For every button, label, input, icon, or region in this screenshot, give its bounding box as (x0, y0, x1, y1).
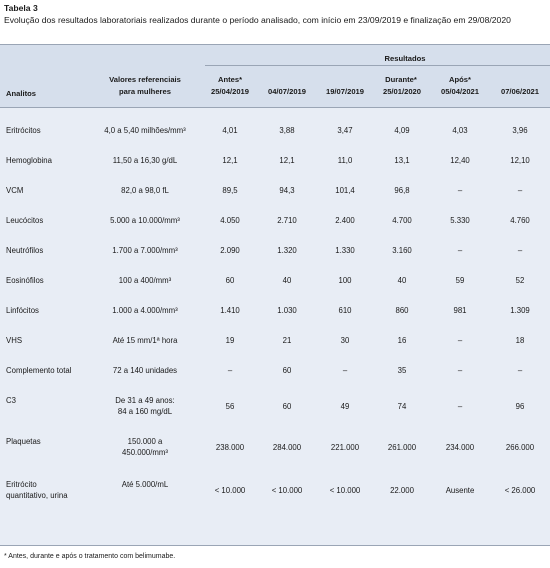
analyte-name: Linfócitos (6, 306, 39, 315)
result-cell: 49 (340, 401, 350, 411)
reference-value: 11,50 a 16,30 g/dL (112, 156, 178, 165)
result-cell: 4,03 (452, 126, 468, 135)
analyte-name: Eosinófilos (6, 276, 44, 285)
reference-value: 84 a 160 mg/dL (117, 407, 173, 416)
result-cell: 12,40 (450, 156, 470, 165)
result-cell: – (517, 246, 523, 255)
result-cell: 100 (338, 276, 352, 285)
table-footnote: * Antes, durante e após o tratamento com belimumabe. (4, 553, 176, 560)
result-cell: 1.030 (277, 306, 297, 315)
reference-value: 450.000/mm³ (122, 448, 168, 457)
analyte-name: Eritrócitos (6, 126, 41, 135)
result-cell: 3,47 (337, 126, 353, 135)
caption-text: Evolução dos resultados laboratoriais realizados durante o período analisado, com início em 23/09/2019 e finalização em 29/08/2020 (4, 14, 511, 25)
result-cell: 3,88 (279, 126, 295, 135)
header-group-antes: Antes* (217, 75, 243, 84)
result-cell: 96,8 (394, 186, 410, 195)
result-cell: 30 (340, 336, 350, 345)
header-date: 04/07/2019 (267, 87, 306, 96)
analyte-name: Eritrócito (6, 480, 37, 489)
table-bottom-rule (0, 545, 550, 546)
reference-value: 1.000 a 4.000/mm³ (112, 306, 178, 315)
result-cell: 4.760 (510, 216, 530, 225)
result-cell: 610 (338, 306, 352, 315)
result-cell: 12,10 (510, 156, 530, 165)
analyte-name: Neutrófilos (6, 246, 44, 255)
result-cell: < 26.000 (504, 485, 536, 495)
result-cell: 60 (282, 366, 292, 375)
header-ref-line1: Valores referenciais (109, 75, 181, 84)
reference-value: 82,0 a 98,0 fL (121, 186, 169, 195)
analyte-name: Hemoglobina (6, 156, 52, 165)
result-cell: < 10.000 (214, 485, 246, 495)
result-cell: 52 (515, 276, 525, 285)
result-cell: – (457, 186, 463, 195)
result-cell: 16 (397, 336, 407, 345)
header-resultados: Resultados (384, 54, 426, 63)
header-date: 25/04/2019 (210, 87, 249, 96)
result-cell: 4,01 (222, 126, 238, 135)
result-cell: 94,3 (279, 186, 295, 195)
result-cell: – (342, 366, 348, 375)
result-cell: – (457, 336, 463, 345)
result-cell: 89,5 (222, 186, 238, 195)
lab-results-table (0, 44, 550, 545)
reference-value: 5.000 a 10.000/mm³ (110, 216, 180, 225)
header-ref-line2: para mulheres (119, 87, 171, 96)
result-cell: 1.410 (220, 306, 240, 315)
result-cell: 4,09 (394, 126, 410, 135)
result-cell: 11,0 (337, 156, 353, 165)
result-cell: – (457, 401, 463, 411)
result-cell: – (457, 366, 463, 375)
analyte-name: quantitativo, urina (6, 491, 68, 500)
result-cell: 12,1 (222, 156, 238, 165)
result-cell: 22.000 (390, 485, 414, 495)
result-cell: 40 (282, 276, 292, 285)
result-cell: 4.050 (220, 216, 240, 225)
result-cell: 60 (225, 276, 235, 285)
reference-value: Até 15 mm/1ª hora (112, 336, 178, 345)
result-cell: 13,1 (394, 156, 410, 165)
header-date: 19/07/2019 (325, 87, 364, 96)
reference-value: 150.000 a (127, 437, 163, 446)
result-cell: 19 (225, 336, 235, 345)
result-cell: < 10.000 (271, 485, 303, 495)
result-cell: 74 (397, 401, 407, 411)
result-cell: 3,96 (512, 126, 528, 135)
result-cell: Ausente (445, 485, 475, 495)
result-cell: 18 (515, 336, 525, 345)
reference-value: 72 a 140 unidades (112, 366, 178, 375)
result-cell: 35 (397, 366, 407, 375)
header-analitos: Analitos (6, 89, 36, 98)
reference-value: Até 5.000/mL (121, 480, 169, 489)
analyte-name: Complemento total (6, 366, 72, 375)
result-cell: 40 (397, 276, 407, 285)
result-cell: 101,4 (335, 186, 355, 195)
result-cell: 1.320 (277, 246, 297, 255)
header-date: 25/01/2020 (382, 87, 421, 96)
result-cell: 1.309 (510, 306, 530, 315)
result-cell: 221.000 (330, 442, 360, 452)
result-cell: 96 (515, 401, 525, 411)
header-date: 05/04/2021 (440, 87, 479, 96)
analyte-name: C3 (6, 396, 16, 405)
result-cell: 2.710 (277, 216, 297, 225)
caption-label: Tabela 3 (4, 3, 38, 13)
result-cell: 2.400 (335, 216, 355, 225)
result-cell: 261.000 (387, 442, 417, 452)
result-cell: 860 (395, 306, 409, 315)
result-cell: – (227, 366, 233, 375)
analyte-name: VHS (6, 336, 23, 345)
result-cell: 4.700 (392, 216, 412, 225)
result-cell: 59 (455, 276, 465, 285)
result-cell: 56 (225, 401, 235, 411)
result-cell: 60 (282, 401, 292, 411)
analyte-name: VCM (6, 186, 24, 195)
result-cell: 21 (282, 336, 292, 345)
result-cell: 2.090 (220, 246, 240, 255)
result-cell: 266.000 (505, 442, 535, 452)
analyte-name: Plaquetas (6, 437, 41, 446)
header-group-apos: Após* (449, 75, 471, 84)
result-cell: 1.330 (335, 246, 355, 255)
result-cell: 284.000 (272, 442, 302, 452)
result-cell: 12,1 (279, 156, 295, 165)
result-cell: < 10.000 (329, 485, 361, 495)
header-date: 07/06/2021 (500, 87, 539, 96)
result-cell: 238.000 (215, 442, 245, 452)
reference-value: 1.700 a 7.000/mm³ (112, 246, 178, 255)
result-cell: 981 (453, 306, 467, 315)
result-cell: – (517, 366, 523, 375)
result-cell: 3.160 (392, 246, 412, 255)
reference-value: 100 a 400/mm³ (118, 276, 172, 285)
resultados-underline (205, 65, 550, 66)
table-header (0, 44, 550, 108)
reference-value: 4,0 a 5,40 milhões/mm³ (104, 126, 186, 135)
result-cell: 5.330 (450, 216, 470, 225)
header-group-durante: Durante* (385, 75, 417, 84)
result-cell: – (517, 186, 523, 195)
result-cell: – (457, 246, 463, 255)
result-cell: 234.000 (445, 442, 475, 452)
table-caption (4, 3, 546, 26)
analyte-name: Leucócitos (6, 216, 44, 225)
reference-value: De 31 a 49 anos: (115, 396, 175, 405)
